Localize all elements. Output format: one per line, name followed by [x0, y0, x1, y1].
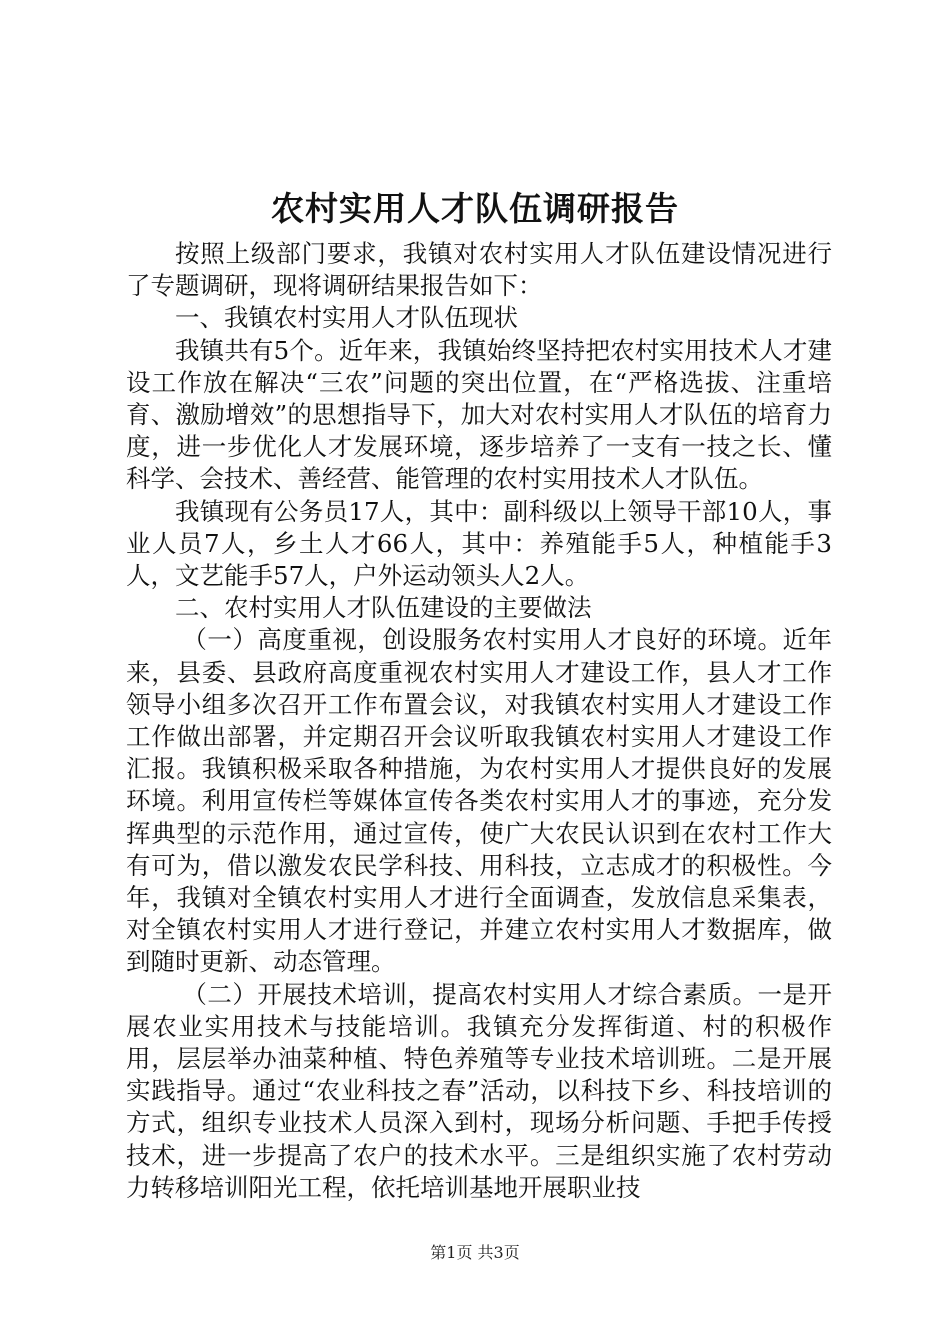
document-body — [126, 238, 832, 1204]
page-footer: 第1页 共3页 — [430, 1243, 520, 1262]
document-title: 农村实用人才队伍调研报告 — [271, 189, 679, 228]
intro-paragraph: 按照上级部门要求，我镇对农村实用人才队伍建设情况进行了专题调研，现将调研结果报告如下： — [126, 239, 832, 301]
section-heading-2: 二、农村实用人才队伍建设的主要做法 — [175, 593, 592, 623]
body-paragraph: （二）开展技术培训，提高农村实用人才综合素质。一是开展农业实用技术与技能培训。我镇充分发挥街道、村的积极作用，层层举办油菜种植、特色养殖等专业技术培训班。二是开展实践指导。通过“农业科技之春”活动，以科技下乡、科技培训的方式，组织专业技术人员深入到村，现场分析问题、手把手传授技术，进一步提高了农户的技术水平。三是组织实施了农村劳动力转移培训阳光工程，依托培训基地开展职业技 — [126, 979, 832, 1202]
body-paragraph: （一）高度重视，创设服务农村实用人才良好的环境。近年来，县委、县政府高度重视农村实用人才建设工作，县人才工作领导小组多次召开工作布置会议，对我镇农村实用人才建设工作工作做出部署，并定期召开会议听取我镇农村实用人才建设工作汇报。我镇积极采取各种措施，为农村实用人才提供良好的发展环境。利用宣传栏等媒体宣传各类农村实用人才的事迹，充分发挥典型的示范作用，通过宣传，使广大农民认识到在农村工作大有可为，借以激发农民学科技、用科技，立志成才的积极性。今年，我镇对全镇农村实用人才进行全面调查，发放信息采集表，对全镇农村实用人才进行登记，并建立农村实用人才数据库，做到随时更新、动态管理。 — [126, 625, 832, 977]
body-paragraph: 我镇共有5个。近年来，我镇始终坚持把农村实用技术人才建设工作放在解决“三农”问题的突出位置，在“严格选拔、注重培育、激励增效”的思想指导下，加大对农村实用人才队伍的培育力度，进一步优化人才发展环境，逐步培养了一支有一技之长、懂科学、会技术、善经营、能管理的农村实用技术人才队伍。 — [126, 335, 832, 494]
body-paragraph: 我镇现有公务员17人，其中：副科级以上领导干部10人，事业人员7人，乡土人才66人，其中：养殖能手5人，种植能手3人，文艺能手57人，户外运动领头人2人。 — [126, 496, 832, 591]
section-heading-1: 一、我镇农村实用人才队伍现状 — [175, 303, 518, 333]
